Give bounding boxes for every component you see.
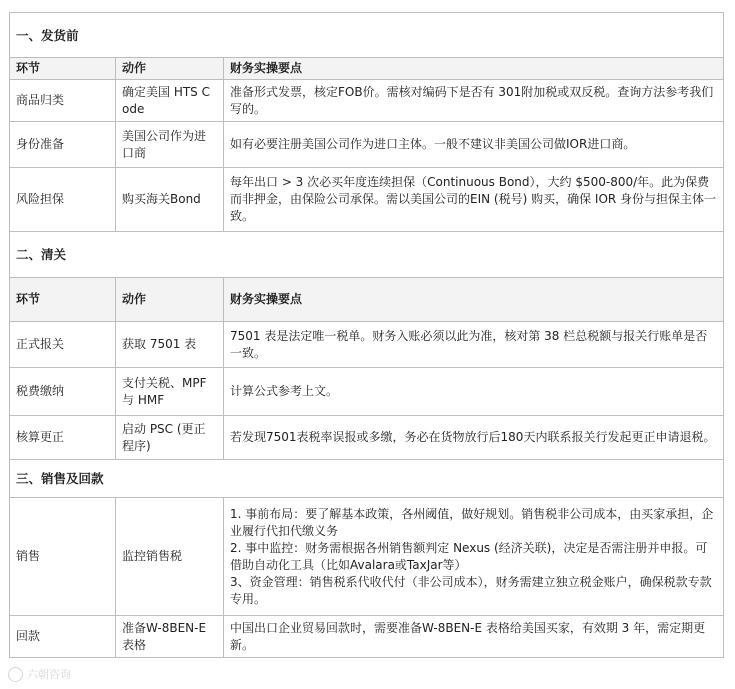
section-header-pre-shipment [10, 13, 724, 58]
table-row [10, 616, 724, 658]
action-cell: 启动 PSC (更正程序) [116, 416, 224, 460]
action-cell: 获取 7501 表 [116, 322, 224, 368]
stage-cell: 商品归类 [10, 80, 116, 122]
action-cell: 确定美国 HTS Code [116, 80, 224, 122]
header-stage: 环节 [10, 278, 116, 322]
points-cell [224, 498, 724, 616]
header-stage: 环节 [10, 58, 116, 80]
section-header-sales [10, 460, 724, 498]
table-row [10, 416, 724, 460]
points-cell: 如有必要注册美国公司作为进口主体。一般不建议非美国公司做IOR进口商。 [224, 122, 724, 168]
stage-cell: 身份准备 [10, 122, 116, 168]
stage-cell: 回款 [10, 616, 116, 658]
section-header-customs [10, 232, 724, 278]
stage-cell: 核算更正 [10, 416, 116, 460]
table-row [10, 368, 724, 416]
section-title: 一、发货前 [10, 13, 724, 58]
action-cell: 美国公司作为进口商 [116, 122, 224, 168]
watermark-logo-icon [8, 667, 23, 682]
stage-cell: 销售 [10, 498, 116, 616]
action-cell: 购买海关Bond [116, 168, 224, 232]
table-row [10, 498, 724, 616]
table-header-row [10, 278, 724, 322]
watermark [8, 666, 71, 682]
points-cell: 每年出口 > 3 次必买年度连续担保（Continuous Bond），大约 $500-800/年。此为保费而非押金，由保险公司承保。需以美国公司的EIN (税号) 购买，确保 IOR 身份与担保主体一致。 [224, 168, 724, 232]
section-title: 二、清关 [10, 232, 724, 278]
points-cell: 中国出口企业贸易回款时，需要准备W-8BEN-E 表格给美国买家，有效期 3 年，需定期更新。 [224, 616, 724, 658]
table-row [10, 168, 724, 232]
table-header-row [10, 58, 724, 80]
points-cell: 计算公式参考上文。 [224, 368, 724, 416]
stage-cell: 正式报关 [10, 322, 116, 368]
points-cell: 准备形式发票，核定FOB价。需核对编码下是否有 301附加税或双反税。查询方法参考我们写的。 [224, 80, 724, 122]
table-row [10, 122, 724, 168]
table-row [10, 322, 724, 368]
tax-operations-table [9, 12, 724, 658]
points-cell: 7501 表是法定唯一税单。财务入账必须以此为准，核对第 38 栏总税额与报关行账单是否一致。 [224, 322, 724, 368]
header-points: 财务实操要点 [224, 58, 724, 80]
stage-cell: 税费缴纳 [10, 368, 116, 416]
header-action: 动作 [116, 58, 224, 80]
action-cell: 准备W-8BEN-E 表格 [116, 616, 224, 658]
points-line: 2. 事中监控：财务需根据各州销售额判定 Nexus (经济关联)，决定是否需注册并申报。可借助自动化工具（比如Avalara或TaxJar等） [230, 540, 708, 572]
action-cell: 监控销售税 [116, 498, 224, 616]
stage-cell: 风险担保 [10, 168, 116, 232]
header-points: 财务实操要点 [224, 278, 724, 322]
watermark-text: 六朝咨询 [27, 668, 71, 681]
points-line: 1. 事前布局：要了解基本政策，各州阈值，做好规划。销售税非公司成本，由买家承担，企业履行代扣代缴义务 [230, 506, 714, 538]
action-cell: 支付关税、MPF 与 HMF [116, 368, 224, 416]
table-row [10, 80, 724, 122]
section-title: 三、销售及回款 [10, 460, 724, 498]
points-cell: 若发现7501表税率误报或多缴，务必在货物放行后180天内联系报关行发起更正申请退税。 [224, 416, 724, 460]
points-line: 3、资金管理：销售税系代收代付（非公司成本），财务需建立独立税金账户，确保税款专款专用。 [230, 574, 712, 606]
header-action: 动作 [116, 278, 224, 322]
